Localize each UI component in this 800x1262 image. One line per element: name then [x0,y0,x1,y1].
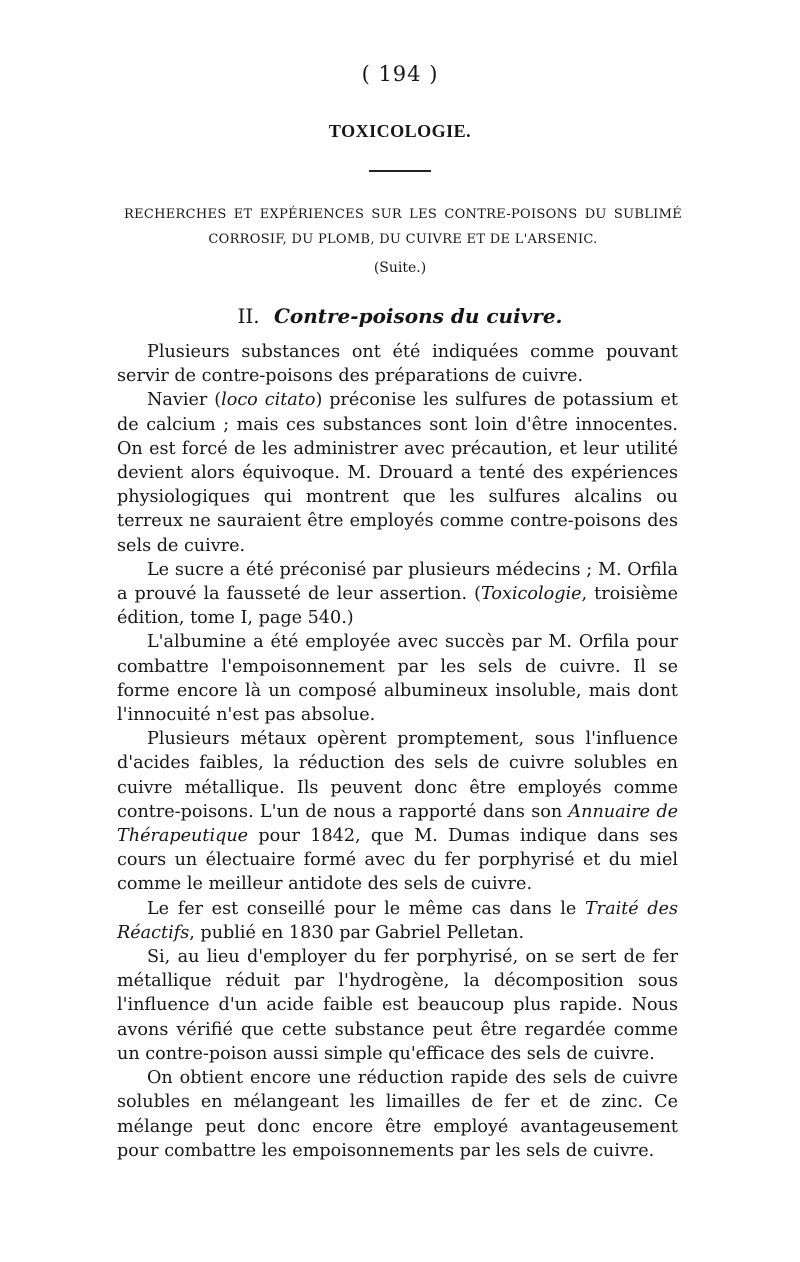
paragraph-1 [117,340,678,388]
paragraph-3 [117,558,678,631]
paragraph-text: pour 1842, que M. Dumas indique dans ses cours un électuaire formé avec du fer porphyrisé et du miel comme le meilleur antidote des sels de cuivre. [117,826,678,895]
paragraph-text: On obtient encore une réduction rapide des sels de cuivre solubles en mélangeant les limailles de fer et de zinc. Ce mélange peut donc encore être employé avantageusement pour combattre les empoisonnements par les sels de cuivre. [117,1068,678,1161]
chapter-heading [0,304,800,328]
paragraph-text: , publié en 1830 par Gabriel Pelletan. [189,922,525,943]
paragraph-text: , troisième édition, tome I, page 540.) [117,584,678,629]
paragraph-text: L'albumine a été employée avec succès par M. Orfila pour combattre l'empoisonnement par les sels de cuivre. Il se forme encore là un composé albumineux insoluble, mais dont l'innocuité n'est pas absolue. [117,632,678,726]
continued-note: (Suite.) [373,260,427,276]
paragraph-text: Le fer est conseillé pour le même cas dans le [147,898,585,919]
body-text [117,340,678,1163]
paragraph-text: Navier ( [147,390,222,411]
chapter-heading-number: II. [237,304,260,328]
page-number: ( 194 ) [361,62,439,86]
italic-citation: loco citato [221,390,316,411]
italic-book-title: Annuaire de Thérapeutique [117,801,679,847]
paragraph-8 [117,1066,678,1163]
paragraph-text: ) préconise les sulfures de potassium et de calcium ; mais ces substances sont loin d'être innocentes. On est forcé de les administrer avec précaution, et leur utilité devient alors équivoque. M. Drouard a tenté des expériences physiologiques qui montrent que les sulfures alcalins ou terreux ne sauraient être employés comme contre-poisons des sels de cuivre. [117,390,678,556]
italic-book-title: Traité des Réactifs [117,898,678,943]
title-divider [369,170,431,172]
paragraph-text: Si, au lieu d'employer du fer porphyrisé, on se sert de fer métallique réduit par l'hydrogène, la décomposition sous l'influence d'un acide faible est beaucoup plus rapide. Nous avons vérifié que cette substance peut être regardée comme un contre-poison aussi simple qu'efficace des sels de cuivre. [117,947,678,1064]
paragraph-text: Plusieurs métaux opèrent promptement, sous l'influence d'acides faibles, la réduction des sels de cuivre solubles en cuivre métallique. Ils peuvent donc être employés comme contre-poisons. L'un de nous a rapporté dans son [117,729,678,822]
section-title: TOXICOLOGIE. [328,121,472,141]
chapter-heading-title: Contre-poisons du cuivre. [273,304,563,328]
paragraph-2 [117,388,678,557]
paragraph-4 [117,630,678,727]
italic-book-title: Toxicologie [481,584,582,605]
paragraph-text: Le sucre a été préconisé par plusieurs médecins ; M. Orfila a prouvé la fausseté de leur assertion. ( [117,559,678,605]
paragraph-6 [117,897,678,945]
article-subtitle: RECHERCHES ET EXPÉRIENCES SUR LES CONTRE-POISONS DU SUBLIMÉ CORROSIF, DU PLOMB, DU CUIVRE ET DE L'ARSENIC. [124,207,682,247]
paragraph-5 [117,727,678,896]
paragraph-text: Plusieurs substances ont été indiquées comme pouvant servir de contre-poisons des préparations de cuivre. [117,342,678,387]
paragraph-7 [117,945,678,1066]
